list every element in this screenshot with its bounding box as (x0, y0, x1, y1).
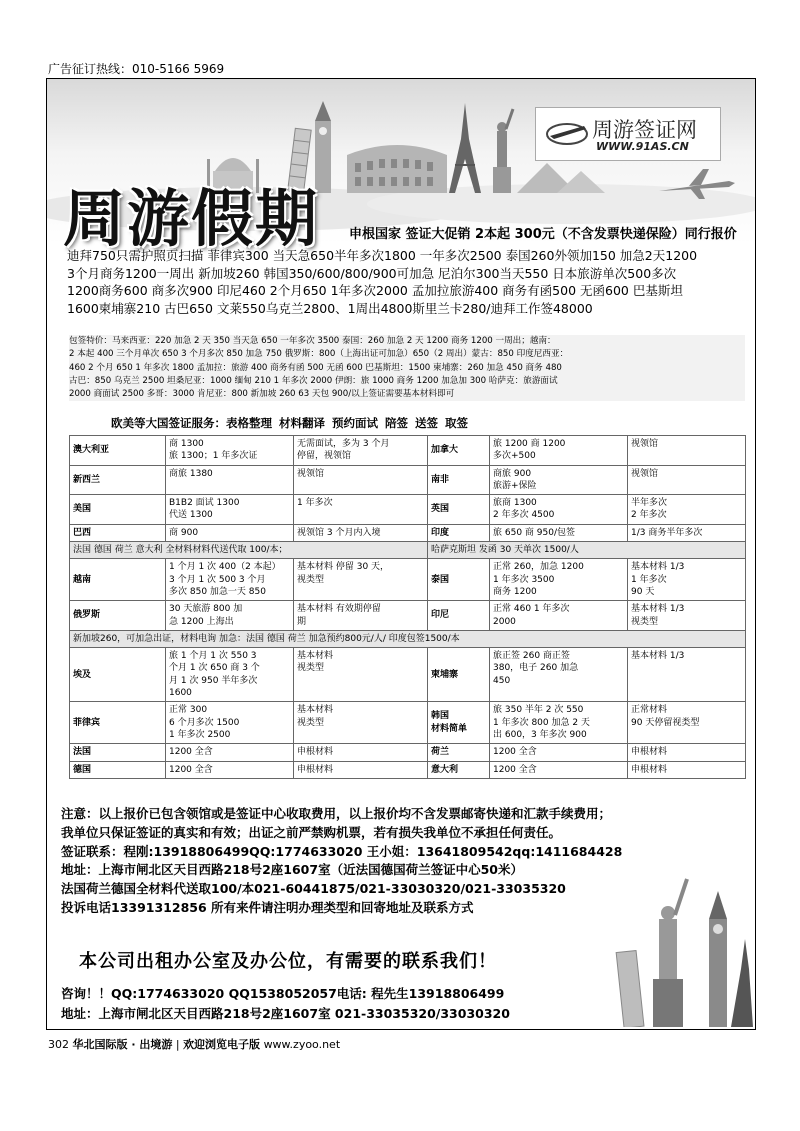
note-cell: 申根材料 (294, 761, 428, 778)
note-cell: 1/3 商务半年多次 (628, 524, 746, 541)
logo-url: WWW.91AS.CN (596, 140, 689, 153)
table-row (70, 761, 746, 778)
logo-name: 周游签证网 (592, 118, 697, 142)
country-cell: 越南 (70, 559, 166, 601)
price-cell: 1200 全含 (490, 761, 628, 778)
full-row-cell: 新加坡260，可加急出证，材料电询 加急：法国 德国 荷兰 加急预约800元/人/ 印度包签1500/本 (70, 630, 746, 647)
price-lines (67, 247, 749, 317)
note-line: 投诉电话13391312856 所有来件请注明办理类型和回寄地址及联系方式 (61, 899, 474, 915)
table-row (70, 559, 746, 601)
country-cell: 美国 (70, 495, 166, 525)
promo-headline: 申根国家 签证大促销 2本起 300元（不含发票快递保险）同行报价 (349, 227, 737, 242)
note-cell: 基本材料 视类型 (294, 702, 428, 744)
visa-price-table (69, 435, 746, 779)
banner (47, 79, 755, 255)
contact-line: 咨询！！QQ:1774633020 QQ1538052057电话: 程先生13918806499 (61, 986, 505, 1001)
contact-line: 地址：上海市闸北区天目西路218号2座1607室 021-33035320/33030320 (61, 1006, 510, 1021)
footer-url[interactable]: www.zyoo.net (263, 1038, 341, 1051)
price-cell: 1200 全含 (490, 744, 628, 761)
note-cell: 正常材料 90 天停留视类型 (628, 702, 746, 744)
price-cell: 商 900 (166, 524, 294, 541)
note-cell: 无需面试，多为 3 个月 停留，视领馆 (294, 436, 428, 466)
note-cell: 申根材料 (294, 744, 428, 761)
table-row (70, 601, 746, 631)
site-logo (535, 107, 721, 161)
special-line: 2 本起 400 三个月单次 650 3 个月多次 850 加急 750 俄罗斯：800（上海出证可加急）650（2 周出）蒙古：850 印度尼西亚： (69, 349, 569, 360)
table-row (70, 524, 746, 541)
price-cell: 正常 460 1 年多次 2000 (490, 601, 628, 631)
note-line: 法国荷兰德国全材料代送取100/本021-60441875/021-33030320/021-33035320 (61, 881, 566, 897)
table-row (70, 465, 746, 495)
special-line: 古巴：850 乌克兰 2500 坦桑尼亚：1000 缅甸 210 1 年多次 2000 伊朗：旅 1000 商务 1200 加急加 300 哈萨克：旅游面试 (69, 375, 558, 386)
price-line: 迪拜750只需护照页扫描 菲律宾300 当天急650半年多次1800 一年多次2500 泰国260外领加150 加急2天1200 (67, 248, 698, 263)
section-name: 华北国际版 · 出境游 (72, 1038, 173, 1051)
price-cell: 30 天旅游 800 加 急 1200 上海出 (166, 601, 294, 631)
note-cell: 1 年多次 (294, 495, 428, 525)
table-row (70, 436, 746, 466)
country-cell: 德国 (70, 761, 166, 778)
special-line: 2000 商面试 2500 多哥：3000 肯尼亚：800 新加坡 260 63 天包 900/以上签证需要基本材料即可 (69, 389, 455, 400)
note-cell: 基本材料 视类型 (294, 648, 428, 702)
price-cell: 商旅 900 旅游+保险 (490, 465, 628, 495)
price-cell: 正常 260，加急 1200 1 年多次 3500 商务 1200 (490, 559, 628, 601)
page-footer (48, 1036, 340, 1052)
table-row (70, 630, 746, 647)
note-cell: 基本材料 有效期停留 期 (294, 601, 428, 631)
price-cell: 1200 全含 (166, 761, 294, 778)
country-cell: 俄罗斯 (70, 601, 166, 631)
special-line: 包签特价：马来西亚：220 加急 2 天 350 当天急 650 一年多次 3500 泰国：260 加急 2 天 1200 商务 1200 一周出；越南： (69, 336, 556, 346)
note-cell: 视领馆 3 个月内入境 (294, 524, 428, 541)
note-cell: 视领馆 (628, 436, 746, 466)
note-cell: 基本材料 停留 30 天， 视类型 (294, 559, 428, 601)
note-cell: 申根材料 (628, 761, 746, 778)
landmark-illustration (613, 859, 753, 1027)
note-line: 注意：以上报价已包含领馆或是签证中心收取费用，以上报价均不含发票邮寄快递和汇款手续费用； (61, 806, 612, 821)
price-cell: 旅 350 半年 2 次 550 1 年多次 800 加急 2 天 出 600，3 年多次 900 (490, 702, 628, 744)
note-cell: 基本材料 1/3 (628, 648, 746, 702)
country-cell: 印度 (428, 524, 490, 541)
advertisement (46, 78, 756, 1030)
country-cell: 南非 (428, 465, 490, 495)
table-row (70, 495, 746, 525)
country-cell: 印尼 (428, 601, 490, 631)
table-row (70, 648, 746, 702)
plane-logo-icon (544, 116, 590, 152)
country-cell: 埃及 (70, 648, 166, 702)
price-cell: 1 个月 1 次 400（2 本起） 3 个月 1 次 500 3 个月 多次 850 加急一天 850 (166, 559, 294, 601)
footer-separator: | (175, 1038, 180, 1051)
price-cell: 旅 650 商 950/包签 (490, 524, 628, 541)
note-cell: 半年多次 2 年多次 (628, 495, 746, 525)
country-cell: 韩国 材料简单 (428, 702, 490, 744)
note-cell: 视领馆 (628, 465, 746, 495)
rent-headline: 本公司出租办公室及办公位，有需要的联系我们！ (79, 951, 497, 972)
country-cell: 澳大利亚 (70, 436, 166, 466)
country-cell: 泰国 (428, 559, 490, 601)
special-prices (69, 335, 745, 401)
country-cell: 法国 (70, 744, 166, 761)
services-heading: 欧美等大国签证服务：表格整理 材料翻译 预约面试 陪签 送签 取签 (111, 416, 469, 430)
note-cell: 视领馆 (294, 465, 428, 495)
price-line: 1600柬埔寨210 古巴650 文莱550乌克兰2800、1周出4800斯里兰卡280/迪拜工作签48000 (67, 300, 593, 316)
ad-hotline: 广告征订热线：010-5166 5969 (48, 62, 225, 76)
table-row (70, 744, 746, 761)
note-line: 地址：上海市闸北区天目西路218号2座1607室（近法国德国荷兰签证中心50米） (61, 862, 523, 878)
price-cell: B1B2 面试 1300 代送 1300 (166, 495, 294, 525)
contact-block (61, 984, 510, 1024)
notes-block (61, 805, 622, 918)
country-cell: 荷兰 (428, 744, 490, 761)
special-line: 460 2 个月 650 1 年多次 1800 孟加拉：旅游 400 商务有函 500 无函 600 巴基斯坦：1500 柬埔寨：260 加急 450 商务 480 (69, 362, 562, 373)
note-cell: 申根材料 (628, 744, 746, 761)
note-line: 我单位只保证签证的真实和有效；出证之前严禁购机票，若有损失我单位不承担任何责任。 (61, 824, 562, 840)
country-cell: 加拿大 (428, 436, 490, 466)
country-cell: 巴西 (70, 524, 166, 541)
price-cell: 商旅 1380 (166, 465, 294, 495)
price-cell: 正常 300 6 个月多次 1500 1 年多次 2500 (166, 702, 294, 744)
price-cell: 旅 1200 商 1200 多次+500 (490, 436, 628, 466)
country-cell: 意大利 (428, 761, 490, 778)
note-line: 签证联系：程刚:13918806499QQ:1774633020 王小姐：13641809542qq:1411684428 (61, 843, 623, 859)
note-cell: 基本材料 1/3 1 年多次 90 天 (628, 559, 746, 601)
price-line: 3个月商务1200一周出 新加坡260 韩国350/600/800/900可加急 尼泊尔300当天550 日本旅游单次500多次 (67, 265, 677, 281)
footer-slogan: 欢迎浏览电子版 (183, 1038, 261, 1051)
table-row (70, 542, 746, 559)
note-cell: 基本材料 1/3 视类型 (628, 601, 746, 631)
country-cell: 柬埔寨 (428, 648, 490, 702)
price-cell: 旅正签 260 商正签 380，电子 260 加急 450 (490, 648, 628, 702)
brand-title: 周游假期 (63, 182, 320, 255)
price-cell: 商 1300 旅 1300；1 年多次证 (166, 436, 294, 466)
price-cell: 1200 全含 (166, 744, 294, 761)
country-cell: 新西兰 (70, 465, 166, 495)
price-cell: 旅 1 个月 1 次 550 3 个月 1 次 650 商 3 个 月 1 次 950 半年多次 1600 (166, 648, 294, 702)
table-row (70, 702, 746, 744)
page-number: 302 (48, 1038, 69, 1051)
country-cell: 菲律宾 (70, 702, 166, 744)
price-line: 1200商务600 商多次900 印尼460 2个月650 1年多次2000 孟加拉旅游400 商务有函500 无函600 巴基斯坦 (67, 283, 683, 298)
full-row-cell: 哈萨克斯坦 发函 30 天单次 1500/人 (428, 542, 746, 559)
country-cell: 英国 (428, 495, 490, 525)
full-row-cell: 法国 德国 荷兰 意大利 全材料材料代送代取 100/本； (70, 542, 428, 559)
price-cell: 旅商 1300 2 年多次 4500 (490, 495, 628, 525)
